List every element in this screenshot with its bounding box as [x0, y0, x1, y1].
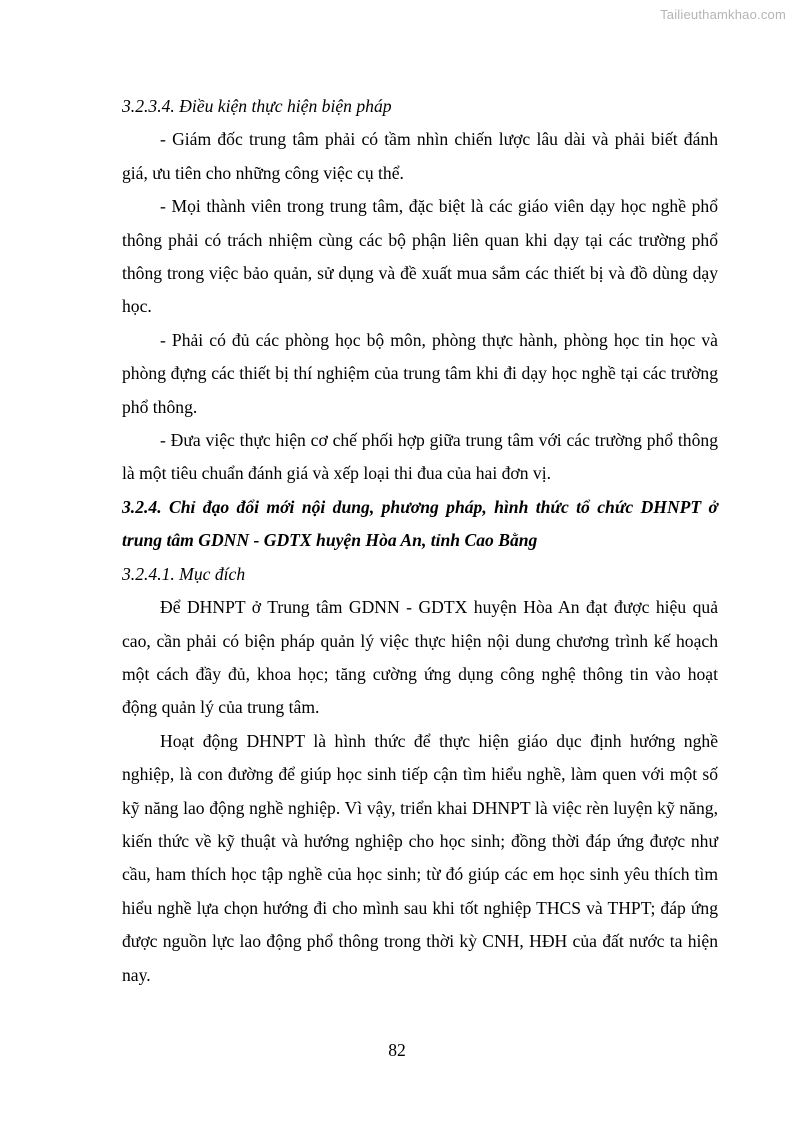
page-number: 82 [388, 1040, 406, 1060]
paragraph: - Đưa việc thực hiện cơ chế phối hợp giữa trung tâm với các trường phổ thông là một tiêu chuẩn đánh giá và xếp loại thi đua của hai đơn vị. [122, 430, 718, 484]
section-heading-3-2-4: 3.2.4. Chỉ đạo đổi mới nội dung, phương pháp, hình thức tổ chức DHNPT ở trung tâm GDNN - GDTX huyện Hòa An, tỉnh Cao Bằng [122, 496, 718, 551]
watermark: Tailieuthamkhao.com [660, 7, 786, 22]
paragraph: Hoạt động DHNPT là hình thức để thực hiện giáo dục định hướng nghề nghiệp, là con đường để giúp học sinh tiếp cận tìm hiểu nghề, làm quen với một số kỹ năng lao động nghề nghiệp. Vì vậy, triển khai DHNPT là việc rèn luyện kỹ năng, kiến thức về kỹ thuật và hướng nghiệp cho học sinh; đồng thời đáp ứng được như cầu, ham thích học tập nghề của học sinh; từ đó giúp các em học sinh yêu thích tìm hiểu nghề lựa chọn hướng đi cho mình sau khi tốt nghiệp THCS và THPT; đáp ứng được nguồn lực lao động phổ thông trong thời kỳ CNH, HĐH của đất nước ta hiện nay. [122, 730, 718, 985]
paragraph: - Phải có đủ các phòng học bộ môn, phòng thực hành, phòng học tin học và phòng đựng các thiết bị thí nghiệm của trung tâm khi đi dạy học nghề tại các trường phổ thông. [122, 329, 718, 417]
section-heading-3-2-4-1: 3.2.4.1. Mục đích [122, 563, 246, 584]
document-body [122, 90, 718, 992]
paragraph: - Mọi thành viên trong trung tâm, đặc biệt là các giáo viên dạy học nghề phổ thông phải có trách nhiệm cùng các bộ phận liên quan khi dạy tại các trường phổ thông trong việc bảo quản, sử dụng và đề xuất mua sắm các thiết bị và đồ dùng dạy học. [122, 196, 718, 317]
paragraph: - Giám đốc trung tâm phải có tầm nhìn chiến lược lâu dài và phải biết đánh giá, ưu tiên cho những công việc cụ thể. [122, 129, 718, 183]
paragraph: Để DHNPT ở Trung tâm GDNN - GDTX huyện Hòa An đạt được hiệu quả cao, cần phải có biện pháp quản lý việc thực hiện nội dung chương trình kế hoạch một cách đầy đủ, khoa học; tăng cường ứng dụng công nghệ thông tin vào hoạt động quản lý của trung tâm. [122, 597, 718, 718]
section-heading-3-2-3-4: 3.2.3.4. Điều kiện thực hiện biện pháp [122, 96, 392, 116]
